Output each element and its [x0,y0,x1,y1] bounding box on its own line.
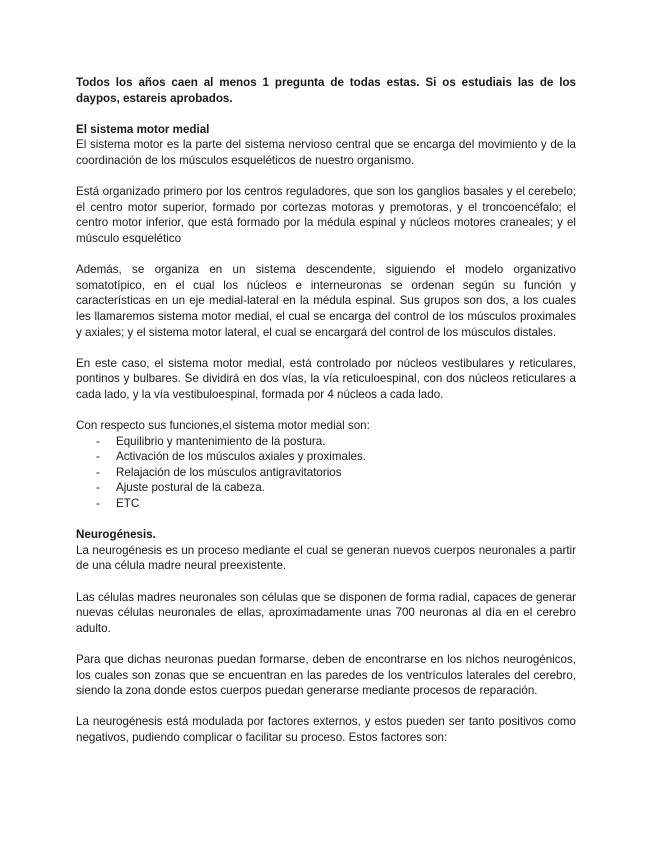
paragraph: Las células madres neuronales son células que se disponen de forma radial, capaces de generar nuevas células neuronales de ellas, aproximadamente unas 700 neuronas al día en el cerebro adulto. [76,590,576,635]
list-item: - Ajuste postural de la cabeza. [96,480,576,496]
paragraph: La neurogénesis está modulada por factores externos, y estos pueden ser tanto positivos como negativos, pudiendo complicar o facilitar su proceso. Estos factores son: [76,715,576,744]
paragraph: El sistema motor es la parte del sistema nervioso central que se encarga del movimiento y de la coordinación de los músculos esqueléticos de nuestro organismo. [76,138,576,167]
section-heading-motor: El sistema motor medial [76,122,210,136]
list-item: - ETC [96,496,576,512]
intro-note: Todos los años caen al menos 1 pregunta de todas estas. Si os estudiais las de los daypos, estareis aprobados. [76,76,576,105]
list-intro: Con respecto sus funciones,el sistema motor medial son: [76,419,370,433]
paragraph: La neurogénesis es un proceso mediante el cual se generan nuevos cuerpos neuronales a partir de una célula madre neural preexistente. [76,543,576,573]
section-heading-neurogenesis: Neurogénesis. [76,528,156,542]
functions-list [76,434,576,512]
paragraph: Para que dichas neuronas puedan formarse, deben de encontrarse en los nichos neurogénicos, los cuales son zonas que se encuentran en las paredes de los ventrículos laterales del cerebro, siendo la zona donde estos cuerpos puedan generarse mediante procesos de reparación. [76,652,576,698]
list-item: - Activación de los músculos axiales y proximales. [96,449,576,465]
list-item: - Equilibrio y mantenimiento de la postura. [96,434,576,450]
paragraph: Además, se organiza en un sistema descendente, siguiendo el modelo organizativo somatotípico, en el cual los núcleos e interneuronas se ordenan según su función y características en un eje medial-lateral en la médula espinal. Sus grupos son dos, a los cuales les llamaremos sistema motor medial, el cual se encarga del control de los músculos proximales y axiales; y el sistema motor lateral, el cual se encargará del control de los músculos distales. [76,263,576,339]
list-item: - Relajación de los músculos antigravitatorios [96,465,576,481]
paragraph: En este caso, el sistema motor medial, está controlado por núcleos vestibulares y reticulares, pontinos y bulbares. Se dividirá en dos vías, la vía reticuloespinal, con dos núcleos reticulares a cada lado, y la vía vestibuloespinal, formada por 4 núcleos a cada lado. [76,356,576,401]
paragraph: Está organizado primero por los centros reguladores, que son los ganglios basales y el cerebelo; el centro motor superior, formado por cortezas motoras y premotoras, y el troncoencéfalo; el centro motor inferior, que está formado por la médula espinal y núcleos motores craneales; y el músculo esquelético [76,185,576,245]
